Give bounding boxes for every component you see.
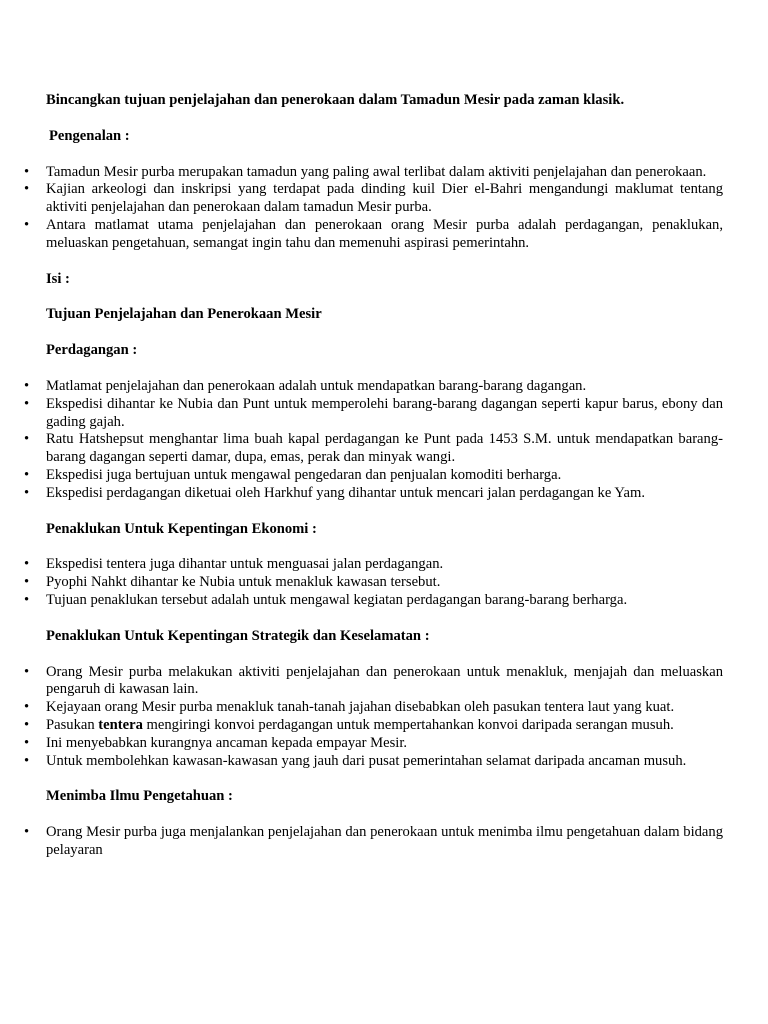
item-text: Pasukan bbox=[46, 716, 99, 733]
list-strategik bbox=[46, 664, 723, 771]
list-item: • Tujuan penaklukan tersebut adalah untuk mengawal kegiatan perdagangan barang-barang berharga. bbox=[46, 592, 723, 610]
list-item: • Orang Mesir purba juga menjalankan penjelajahan dan penerokaan untuk menimba ilmu pengetahuan dalam bidang pelayaran bbox=[46, 824, 723, 860]
list-item: • Kajian arkeologi dan inskripsi yang terdapat pada dinding kuil Dier el-Bahri mengandungi maklumat tentang aktiviti penjelajahan dan penerokaan dalam tamadun Mesir purba. bbox=[46, 181, 723, 217]
heading-ilmu: Menimba Ilmu Pengetahuan : bbox=[46, 788, 233, 805]
list-item bbox=[46, 717, 723, 735]
list-item: • Ini menyebabkan kurangnya ancaman kepada empayar Mesir. bbox=[46, 735, 723, 753]
heading-ekonomi: Penaklukan Untuk Kepentingan Ekonomi : bbox=[46, 520, 317, 537]
list-pengenalan bbox=[46, 164, 723, 253]
heading-isi: Isi : bbox=[46, 270, 70, 287]
list-item: • Antara matlamat utama penjelajahan dan penerokaan orang Mesir purba adalah perdagangan, penaklukan, meluaskan pengetahuan, semangat ingin tahu dan memenuhi aspirasi pemerintahn. bbox=[46, 217, 723, 253]
list-item: • Ekspedisi perdagangan diketuai oleh Harkhuf yang dihantar untuk mencari jalan perdagangan ke Yam. bbox=[46, 485, 723, 503]
list-item: • Ratu Hatshepsut menghantar lima buah kapal perdagangan ke Punt pada 1453 S.M. untuk mendapatkan barang-barang dagangan seperti damar, dupa, emas, perak dan minyak wangi. bbox=[46, 431, 723, 467]
list-ilmu bbox=[46, 824, 723, 860]
list-item: • Ekspedisi juga bertujuan untuk mengawal pengedaran dan penjualan komoditi berharga. bbox=[46, 467, 723, 485]
list-ekonomi bbox=[46, 556, 723, 609]
list-perdagangan bbox=[46, 378, 723, 503]
list-item: • Orang Mesir purba melakukan aktiviti penjelajahan dan penerokaan untuk menakluk, menjajah dan meluaskan pengaruh di kawasan lain. bbox=[46, 664, 723, 700]
heading-perdagangan: Perdagangan : bbox=[46, 342, 138, 359]
list-item: • Pyophi Nahkt dihantar ke Nubia untuk menakluk kawasan tersebut. bbox=[46, 574, 723, 592]
document-body bbox=[46, 92, 723, 878]
list-item: • Ekspedisi dihantar ke Nubia dan Punt untuk memperolehi barang-barang dagangan seperti kapur barus, ebony dan gading gajah. bbox=[46, 396, 723, 432]
heading-tujuan: Tujuan Penjelajahan dan Penerokaan Mesir bbox=[46, 306, 322, 323]
bold-word: tentera bbox=[98, 716, 143, 733]
list-item: • Tamadun Mesir purba merupakan tamadun yang paling awal terlibat dalam aktiviti penjelajahan dan penerokaan. bbox=[46, 164, 723, 182]
list-item: • Matlamat penjelajahan dan penerokaan adalah untuk mendapatkan barang-barang dagangan. bbox=[46, 378, 723, 396]
list-item: • Untuk membolehkan kawasan-kawasan yang jauh dari pusat pemerintahan selamat daripada ancaman musuh. bbox=[46, 753, 723, 771]
item-text: mengiringi konvoi perdagangan untuk mempertahankan konvoi daripada serangan musuh. bbox=[142, 716, 674, 733]
list-item: • Ekspedisi tentera juga dihantar untuk menguasai jalan perdagangan. bbox=[46, 556, 723, 574]
heading-pengenalan: Pengenalan : bbox=[49, 127, 130, 144]
document-title: Bincangkan tujuan penjelajahan dan penerokaan dalam Tamadun Mesir pada zaman klasik. bbox=[46, 92, 625, 108]
heading-strategik: Penaklukan Untuk Kepentingan Strategik dan Keselamatan : bbox=[46, 627, 430, 644]
list-item: • Kejayaan orang Mesir purba menakluk tanah-tanah jajahan disebabkan oleh pasukan tentera laut yang kuat. bbox=[46, 699, 723, 717]
